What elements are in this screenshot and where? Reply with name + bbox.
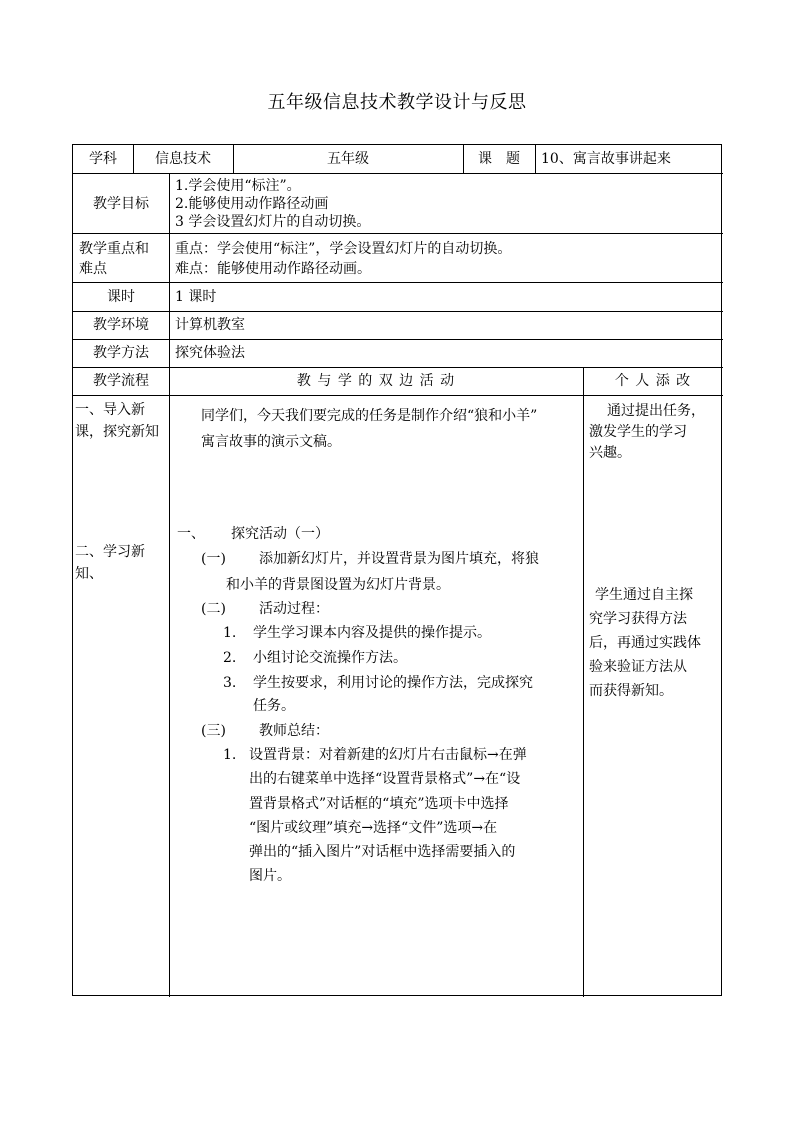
col-divider	[535, 145, 536, 173]
sub1-text: 和小羊的背景图设置为幻灯片背景。	[226, 577, 450, 593]
hours-label: 课时	[107, 289, 135, 305]
step1-text: 同学们，今天我们要完成的任务是制作介绍“狼和小羊”	[201, 408, 538, 424]
activities-col-header: 教 与 学 的 双 边 活 动	[296, 373, 456, 389]
step1-label: 课，探究新知	[75, 424, 159, 440]
step1-note: 激发学生的学习	[589, 424, 687, 440]
sub2-text: 活动过程：	[259, 601, 329, 617]
page-title: 五年级信息技术教学设计与反思	[267, 92, 527, 113]
step2-note: 验来验证方法从	[589, 659, 687, 675]
summary-line: “图片或纹理”填充→选择“文件”选项→在	[249, 820, 498, 836]
process-item-text: 学生学习课本内容及提供的操作提示。	[253, 625, 491, 641]
step1-label: 一、导入新	[75, 402, 145, 418]
col-divider	[169, 173, 170, 997]
sub3-number: (三)	[201, 723, 226, 739]
step2-label: 二、学习新	[75, 544, 145, 560]
sub1-number: (一)	[201, 551, 226, 567]
row-divider	[73, 311, 723, 312]
lesson-plan-table	[72, 144, 722, 996]
objectives-label: 教学目标	[93, 196, 149, 212]
section-number: 一、	[177, 526, 205, 542]
summary-line: 出的右键菜单中选择“设置背景格式”→在“设	[249, 771, 521, 787]
row-divider	[73, 173, 723, 174]
sub1-text: 添加新幻灯片，并设置背景为图片填充，将狼	[259, 551, 539, 567]
row-divider	[73, 233, 723, 234]
row-divider	[73, 395, 723, 396]
summary-line: 图片。	[249, 868, 291, 884]
process-item-text: 小组讨论交流操作方法。	[253, 650, 407, 666]
summary-line: 置背景格式”对话框的“填充”选项卡中选择	[249, 796, 509, 812]
col-divider	[583, 367, 584, 997]
environment-value: 计算机教室	[175, 317, 245, 333]
summary-number: 1.	[223, 747, 237, 763]
difficulty-text: 难点：能够使用动作路径动画。	[175, 261, 371, 277]
focus-text: 重点：学会使用“标注”，学会设置幻灯片的自动切换。	[175, 241, 512, 257]
process-item-text: 任务。	[253, 698, 295, 714]
section-heading: 探究活动（一）	[231, 526, 329, 542]
environment-label: 教学环境	[93, 317, 149, 333]
objective-item: 1.学会使用“标注”。	[175, 178, 301, 194]
subject-label: 学科	[89, 151, 117, 167]
grade-value: 五年级	[327, 151, 369, 167]
process-item-number: 3.	[223, 675, 237, 691]
topic-value: 10、寓言故事讲起来	[541, 151, 671, 167]
step2-note: 而获得新知。	[589, 683, 673, 699]
topic-label: 课 题	[478, 151, 520, 167]
row-divider	[73, 282, 723, 283]
summary-line: 弹出的“插入图片”对话框中选择需要插入的	[249, 844, 516, 860]
method-label: 教学方法	[93, 345, 149, 361]
step2-note: 究学习获得方法	[589, 611, 687, 627]
subject-value: 信息技术	[155, 151, 211, 167]
process-item-number: 2.	[223, 650, 237, 666]
keypoints-label: 难点	[79, 261, 107, 277]
process-item-number: 1.	[223, 625, 237, 641]
keypoints-label: 教学重点和	[79, 241, 149, 257]
process-col-header: 教学流程	[93, 373, 149, 389]
step1-text: 寓言故事的演示文稿。	[201, 434, 341, 450]
objective-item: 2.能够使用动作路径动画	[175, 196, 329, 212]
summary-line: 设置背景：对着新建的幻灯片右击鼠标→在弹	[249, 747, 527, 763]
step1-note: 兴趣。	[589, 445, 631, 461]
method-value: 探究体验法	[175, 345, 245, 361]
notes-col-header: 个 人 添 改	[614, 373, 692, 389]
process-item-text: 学生按要求，利用讨论的操作方法，完成探究	[253, 675, 533, 691]
objective-item: 3 学会设置幻灯片的自动切换。	[175, 214, 371, 230]
step2-note: 后，再通过实践体	[589, 635, 701, 651]
sub2-number: (二)	[201, 601, 226, 617]
row-divider	[73, 339, 723, 340]
sub3-text: 教师总结：	[259, 723, 329, 739]
row-divider	[73, 367, 723, 368]
step2-note: 学生通过自主探	[595, 587, 693, 603]
hours-value: 1 课时	[175, 289, 217, 305]
step1-note: 通过提出任务，	[607, 403, 705, 419]
step2-label: 知、	[75, 566, 103, 582]
